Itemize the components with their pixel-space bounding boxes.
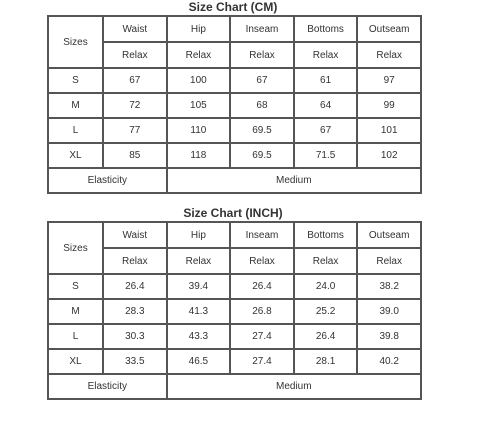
table-row <box>48 93 421 118</box>
value-cell: 99 <box>357 93 421 118</box>
table-row <box>48 68 421 93</box>
value-cell: 64 <box>294 93 358 118</box>
value-cell: 85 <box>103 143 167 168</box>
value-cell: 39.8 <box>357 324 421 349</box>
fit-cell: Relax <box>294 248 358 274</box>
fit-row <box>48 42 421 68</box>
value-cell: 100 <box>167 68 231 93</box>
fit-cell: Relax <box>103 42 167 68</box>
sizes-header: Sizes <box>48 222 103 274</box>
value-cell: 110 <box>167 118 231 143</box>
column-header-hip: Hip <box>167 16 231 42</box>
value-cell: 67 <box>103 68 167 93</box>
column-header-outseam: Outseam <box>357 16 421 42</box>
table-row <box>48 143 421 168</box>
value-cell: 71.5 <box>294 143 358 168</box>
elasticity-label: Elasticity <box>48 374 167 399</box>
column-header-bottoms: Bottoms <box>294 222 358 248</box>
value-cell: 69.5 <box>230 118 294 143</box>
value-cell: 39.0 <box>357 299 421 324</box>
value-cell: 41.3 <box>167 299 231 324</box>
elasticity-value: Medium <box>167 168 421 193</box>
value-cell: 33.5 <box>103 349 167 374</box>
size-label: L <box>48 118 103 143</box>
fit-cell: Relax <box>230 42 294 68</box>
elasticity-value: Medium <box>167 374 421 399</box>
fit-cell: Relax <box>357 248 421 274</box>
value-cell: 26.4 <box>294 324 358 349</box>
value-cell: 26.8 <box>230 299 294 324</box>
fit-cell: Relax <box>167 248 231 274</box>
value-cell: 68 <box>230 93 294 118</box>
value-cell: 26.4 <box>230 274 294 299</box>
value-cell: 72 <box>103 93 167 118</box>
value-cell: 43.3 <box>167 324 231 349</box>
column-header-waist: Waist <box>103 16 167 42</box>
table-row <box>48 349 421 374</box>
value-cell: 101 <box>357 118 421 143</box>
value-cell: 39.4 <box>167 274 231 299</box>
size-label: S <box>48 274 103 299</box>
fit-cell: Relax <box>357 42 421 68</box>
value-cell: 30.3 <box>103 324 167 349</box>
value-cell: 28.3 <box>103 299 167 324</box>
table-row <box>48 274 421 299</box>
sizes-header: Sizes <box>48 16 103 68</box>
value-cell: 67 <box>230 68 294 93</box>
value-cell: 105 <box>167 93 231 118</box>
size-chart-cm-title: Size Chart (CM) <box>188 0 278 14</box>
size-label: S <box>48 68 103 93</box>
fit-cell: Relax <box>294 42 358 68</box>
fit-cell: Relax <box>167 42 231 68</box>
elasticity-label: Elasticity <box>48 168 167 193</box>
value-cell: 40.2 <box>357 349 421 374</box>
column-header-inseam: Inseam <box>230 222 294 248</box>
value-cell: 118 <box>167 143 231 168</box>
value-cell: 97 <box>357 68 421 93</box>
value-cell: 27.4 <box>230 324 294 349</box>
column-header-bottoms: Bottoms <box>294 16 358 42</box>
table-row <box>48 118 421 143</box>
value-cell: 61 <box>294 68 358 93</box>
fit-cell: Relax <box>230 248 294 274</box>
value-cell: 24.0 <box>294 274 358 299</box>
size-label: L <box>48 324 103 349</box>
size-label: XL <box>48 143 103 168</box>
size-chart-cm-table <box>47 15 422 194</box>
size-chart-inch-table <box>47 221 422 400</box>
elasticity-row <box>48 168 421 193</box>
value-cell: 46.5 <box>167 349 231 374</box>
value-cell: 26.4 <box>103 274 167 299</box>
value-cell: 67 <box>294 118 358 143</box>
value-cell: 102 <box>357 143 421 168</box>
value-cell: 28.1 <box>294 349 358 374</box>
size-label: M <box>48 299 103 324</box>
header-row <box>48 222 421 248</box>
size-chart-inch-title: Size Chart (INCH) <box>183 206 283 220</box>
value-cell: 69.5 <box>230 143 294 168</box>
value-cell: 25.2 <box>294 299 358 324</box>
column-header-inseam: Inseam <box>230 16 294 42</box>
column-header-waist: Waist <box>103 222 167 248</box>
value-cell: 38.2 <box>357 274 421 299</box>
header-row <box>48 16 421 42</box>
column-header-outseam: Outseam <box>357 222 421 248</box>
size-label: M <box>48 93 103 118</box>
elasticity-row <box>48 374 421 399</box>
fit-cell: Relax <box>103 248 167 274</box>
fit-row <box>48 248 421 274</box>
size-label: XL <box>48 349 103 374</box>
table-row <box>48 324 421 349</box>
column-header-hip: Hip <box>167 222 231 248</box>
table-row <box>48 299 421 324</box>
value-cell: 27.4 <box>230 349 294 374</box>
value-cell: 77 <box>103 118 167 143</box>
